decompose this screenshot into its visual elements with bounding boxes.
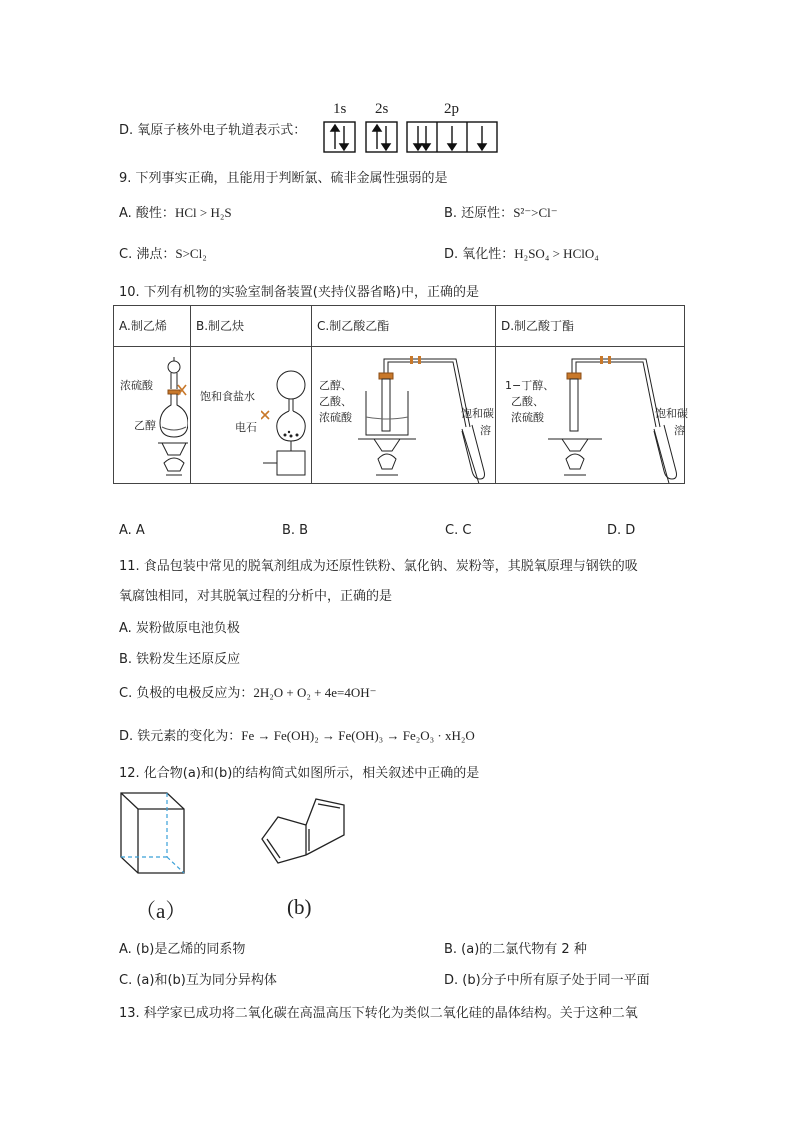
q9-option-c-formula: S>Cl₂ xyxy=(175,246,207,261)
header-b xyxy=(191,306,312,347)
q10-option-b: B. B xyxy=(282,523,309,538)
q10-option-c: C. C xyxy=(445,523,472,538)
header-d xyxy=(496,306,685,347)
label-c-h2so4: 浓硫酸 xyxy=(319,411,352,424)
header-c-text: C.制乙酸乙酯 xyxy=(317,319,390,333)
q9-stem: 9. 下列事实正确，且能用于判断氯、硫非金属性强弱的是 xyxy=(119,171,448,186)
apparatus-d xyxy=(496,347,688,484)
q12-stem: 12. 化合物(a)和(b)的结构简式如图所示，相关叙述中正确的是 xyxy=(119,766,480,781)
label-b-brine: 饱和食盐水 xyxy=(200,390,255,403)
q11-option-c xyxy=(119,682,376,701)
q11-option-d-formula: Fe → Fe(OH)₂ → Fe(OH)₃ → Fe₂O₃ · xH₂O xyxy=(241,728,475,743)
q9-option-b-formula: S²⁻>Cl⁻ xyxy=(513,205,558,220)
structure-b-bicyclic xyxy=(258,795,358,875)
orbital-diagram xyxy=(323,121,503,155)
q9-option-c-label: C. 沸点： xyxy=(119,247,176,262)
header-a-text: A.制乙烯 xyxy=(119,319,167,333)
q11-option-d-label: D. 铁元素的变化为： xyxy=(119,729,242,744)
q11-option-c-formula: 2H₂O + O₂ + 4e=4OH⁻ xyxy=(253,685,377,700)
label-d-butanol: 1−丁醇、 xyxy=(505,379,555,392)
label-c-solution: 溶 xyxy=(480,424,491,437)
label-d-acetic: 乙酸、 xyxy=(511,395,544,408)
q12-option-d: D. (b)分子中所有原子处于同一平面 xyxy=(444,973,650,988)
q9-option-d-formula: H₂SO₄ > HClO₄ xyxy=(514,246,599,261)
header-c xyxy=(312,306,496,347)
apparatus-a-drawing xyxy=(154,355,188,483)
label-a-ethanol: 乙醇 xyxy=(134,419,156,432)
label-c-carbonate: 饱和碳 xyxy=(461,407,494,420)
q9-option-b-label: B. 还原性： xyxy=(444,206,514,221)
apparatus-a xyxy=(114,347,191,484)
q9-option-a-formula: HCl > H₂S xyxy=(174,205,232,220)
apparatus-c xyxy=(312,347,496,484)
q9-option-d-label: D. 氧化性： xyxy=(444,247,515,262)
q9-option-d xyxy=(444,243,599,262)
q11-option-b: B. 铁粉发生还原反应 xyxy=(119,652,241,667)
header-b-text: B.制乙炔 xyxy=(196,319,245,333)
orbital-label-2p: 2p xyxy=(444,101,459,117)
header-a xyxy=(114,306,191,347)
apparatus-d-drawing xyxy=(546,351,684,483)
q9-option-a-label: A. 酸性： xyxy=(119,206,175,221)
label-d-solution: 溶 xyxy=(674,424,685,437)
q11-stem-line1: 11. 食品包装中常见的脱氧剂组成为还原性铁粉、氯化钠、炭粉等，其脱氧原理与钢铁的吸 xyxy=(119,559,638,574)
q9-option-a xyxy=(119,202,232,221)
q12-option-c: C. (a)和(b)互为同分异构体 xyxy=(119,973,277,988)
q11-option-d xyxy=(119,725,475,744)
electron-arrows xyxy=(331,125,486,150)
label-d-carbonate: 饱和碳 xyxy=(655,407,688,420)
label-c-ethanol: 乙醇、 xyxy=(319,379,352,392)
structure-b-label: (b) xyxy=(287,895,312,919)
orbital-label-1s: 1s xyxy=(333,101,347,117)
apparatus-c-drawing xyxy=(352,351,492,483)
label-d-h2so4: 浓硫酸 xyxy=(511,411,544,424)
q9-option-b xyxy=(444,202,558,221)
apparatus-table xyxy=(113,305,688,484)
q10-option-a: A. A xyxy=(119,523,145,538)
apparatus-b xyxy=(191,347,312,484)
label-a-h2so4: 浓硫酸 xyxy=(120,379,153,392)
apparatus-b-drawing xyxy=(261,365,311,483)
q10-option-d: D. D xyxy=(607,523,636,538)
header-d-text: D.制乙酸丁酯 xyxy=(501,319,575,333)
q13-stem: 13. 科学家已成功将二氧化碳在高温高压下转化为类似二氧化硅的晶体结构。关于这种二氧 xyxy=(119,1006,638,1021)
q12-option-a: A. (b)是乙烯的同系物 xyxy=(119,942,246,957)
q11-stem-line2: 氧腐蚀相同，对其脱氧过程的分析中，正确的是 xyxy=(119,589,393,604)
label-b-carbide: 电石 xyxy=(235,421,257,434)
orbital-label-2s: 2s xyxy=(375,101,389,117)
structure-a-label: （a） xyxy=(135,899,187,923)
structure-a-prism xyxy=(118,790,188,876)
q11-option-a: A. 炭粉做原电池负极 xyxy=(119,621,240,636)
q8-option-d-label: D. 氧原子核外电子轨道表示式： xyxy=(119,123,307,138)
q10-stem: 10. 下列有机物的实验室制备装置(夹持仪器省略)中，正确的是 xyxy=(119,285,479,300)
q11-option-c-label: C. 负极的电极反应为： xyxy=(119,686,254,701)
q9-option-c xyxy=(119,243,207,262)
label-c-acetic: 乙酸、 xyxy=(319,395,352,408)
q12-option-b: B. (a)的二氯代物有 2 种 xyxy=(444,942,587,957)
